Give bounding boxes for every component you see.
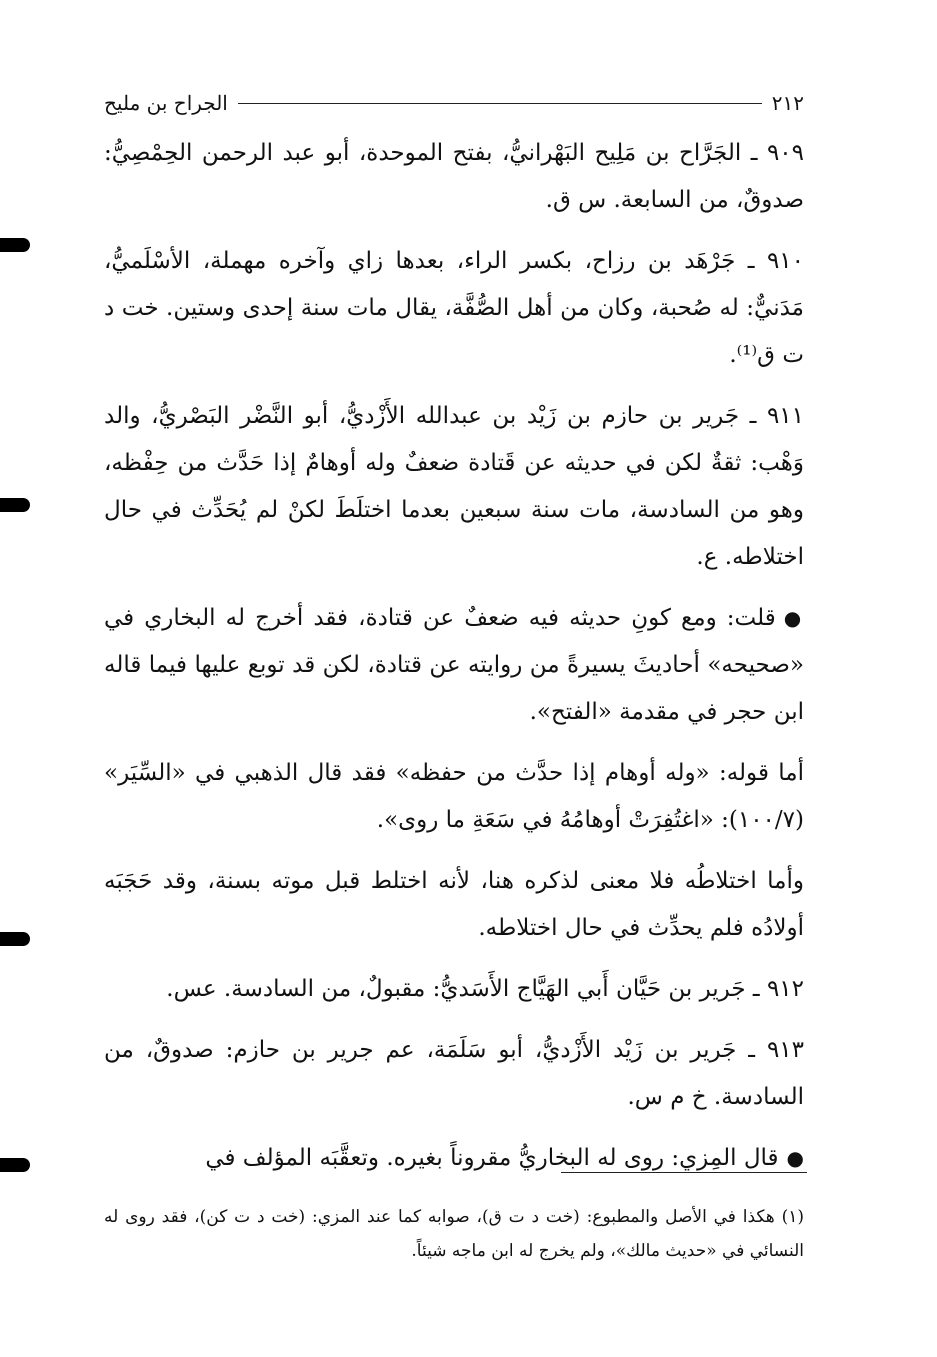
running-title: الجراح بن مليح	[104, 91, 228, 115]
page-number: ٢١٢	[771, 91, 804, 115]
scan-mark	[0, 498, 30, 512]
scan-mark	[0, 1158, 30, 1172]
entry-909: ٩٠٩ ـ الجَرَّاح بن مَلِيح البَهْرانيُّ، بفتح الموحدة، أبو عبد الرحمن الحِمْصِيُّ: صدوقٌ، من السابعة. س ق.	[104, 140, 804, 213]
bullet-icon: ●	[783, 606, 804, 630]
comment-text: قلت: ومع كونِ حديثه فيه ضعفٌ عن قتادة، فقد أخرج له البخاري في «صحيحه» أحاديثَ يسيرةً من روايته عن قتادة، لكن قد توبع عليها فيما قاله ابن حجر في مقدمة «الفتح».	[104, 605, 804, 725]
entry-911: ٩١١ ـ جَرير بن حازم بن زَيْد بن عبدالله الأَزْديُّ، أبو النَّضْر البَصْريُّ، والد وَهْب: ثقةٌ لكن في حديثه عن قَتادة ضعفٌ وله أوهامٌ إذا حَدَّث من حِفْظه، وهو من السادسة، مات سنة سبعين بعدما اختلَطَ لكنْ لم يُحَدِّث في حال اختلاطه. ع.	[104, 403, 804, 570]
comment-paragraph	[104, 1135, 804, 1182]
entry-913: ٩١٣ ـ جَرير بن زَيْد الأَزْديُّ، أبو سَلَمَة، عم جرير بن حازم: صدوقٌ، من السادسة. خ م س.	[104, 1037, 804, 1110]
comment-paragraph: وأما اختلاطُه فلا معنى لذكره هنا، لأنه اختلط قبل موته بسنة، وقد حَجَبَه أولادُه فلم يحدِّث في حال اختلاطه.	[104, 868, 804, 941]
entry-910: ٩١٠ ـ جَرْهَد بن رزاح، بكسر الراء، بعدها زاي وآخره مهملة، الأسْلَميُّ، مَدَنيٌّ: له صُحبة، وكان من أهل الصُّفَّة، يقال مات سنة إحدى وستين. خت د ت ق⁽¹⁾.	[104, 248, 804, 368]
comment-paragraph: أما قوله: «وله أوهام إذا حدَّث من حفظه» فقد قال الذهبي في «السِّيَر» (١٠٠/٧): «اغتُفِرَتْ أوهامُهُ في سَعَةِ ما روى».	[104, 760, 804, 833]
header-rule	[238, 103, 762, 104]
comment-paragraph	[104, 595, 804, 736]
scan-mark	[0, 932, 30, 946]
bullet-icon: ●	[786, 1146, 804, 1170]
entry-912: ٩١٢ ـ جَرير بن حَيَّان أَبي الهَيَّاج الأَسَديُّ: مقبولٌ، من السادسة. عس.	[166, 976, 804, 1002]
page-header	[104, 88, 804, 118]
comment-text: قال المِزي: روى له البخاريُّ مقروناً بغيره. وتعقَّبَه المؤلف في	[205, 1145, 779, 1171]
scan-mark	[0, 238, 30, 252]
footnote-rule	[561, 1172, 807, 1173]
main-text	[104, 130, 804, 1196]
footnote: (١) هكذا في الأصل والمطبوع: (خت د ت ق)، صوابه كما عند المزي: (خت د ت كن)، فقد روى له النسائي في «حديث مالك»، ولم يخرج له ابن ماجه شيئاً.	[104, 1207, 804, 1261]
